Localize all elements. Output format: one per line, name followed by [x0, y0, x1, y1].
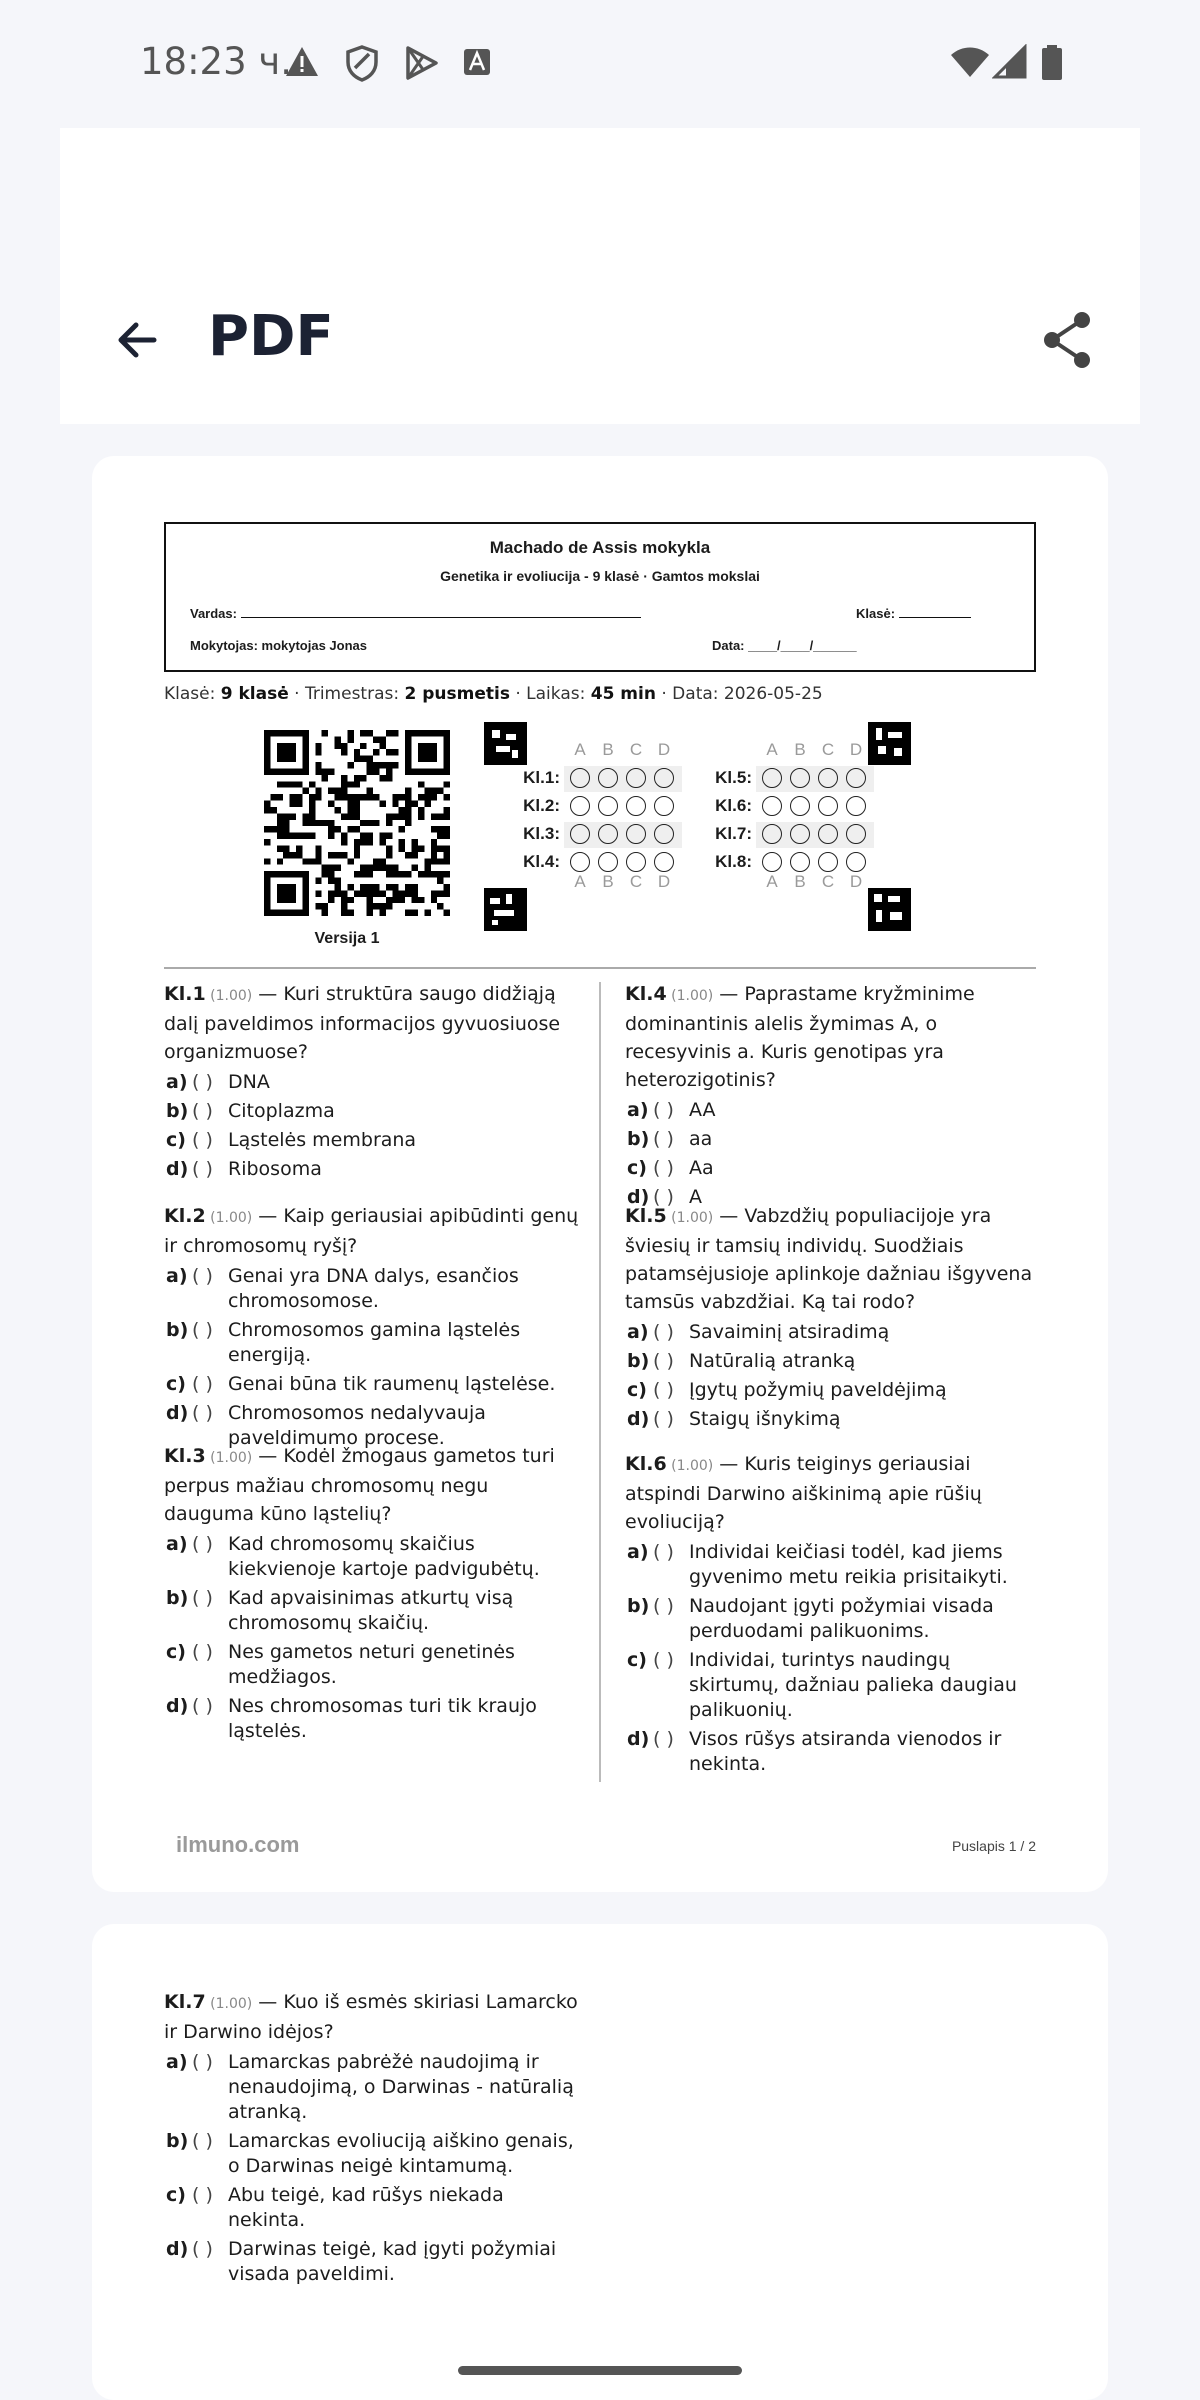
option-letter: d) [627, 1408, 650, 1430]
option-letter: c) [166, 1373, 186, 1395]
question-stem [625, 980, 1037, 1094]
option-text: Savaiminį atsiradimą [689, 1321, 890, 1343]
answer-grid-right [704, 740, 964, 914]
question-weight: (1.00) [205, 988, 253, 1004]
answer-option [625, 1098, 1037, 1123]
option-letter: c) [166, 1129, 186, 1151]
answer-bubble[interactable] [598, 796, 618, 816]
option-letter: d) [166, 2238, 189, 2260]
answer-row-label: Kl.2: [523, 796, 560, 815]
option-checkbox: ( ) [653, 1099, 674, 1121]
option-text: Chromosomos nedalyvauja paveldimumo procese. [228, 1402, 486, 1449]
qr-code [264, 730, 450, 916]
question-text: — Kodėl žmogaus gametos turi perpus mažiau chromosomų negu dauguma kūno ląstelių? [164, 1445, 555, 1525]
answer-bubble[interactable] [570, 768, 590, 788]
question-block [164, 1988, 580, 2287]
grid-letter: A [766, 872, 778, 891]
option-text: Genai yra DNA dalys, esančios chromosomose. [228, 1265, 519, 1312]
option-checkbox: ( ) [653, 1728, 674, 1750]
section-divider [164, 967, 1036, 969]
grid-letter: B [794, 740, 806, 759]
question-stem [164, 980, 580, 1066]
option-text: Individai, turintys naudingų skirtumų, dažniau palieka daugiau palikuonių. [689, 1649, 1017, 1721]
option-letter: c) [166, 1641, 186, 1663]
grid-letter: A [574, 872, 586, 891]
option-text: Genai būna tik raumenų ląstelėse. [228, 1373, 556, 1395]
answer-bubble[interactable] [790, 768, 810, 788]
question-number: Kl.1 [164, 983, 206, 1005]
question-weight: (1.00) [666, 1458, 714, 1474]
option-text: Chromosomos gamina ląstelės energiją. [228, 1319, 521, 1366]
answer-bubble[interactable] [626, 796, 646, 816]
answer-bubble[interactable] [654, 768, 674, 788]
exam-date-field: Data: ____/____/______ [712, 638, 857, 653]
exam-subject: Genetika ir evoliucija - 9 klasė · Gamtos mokslai [440, 568, 760, 584]
answer-row [704, 850, 874, 876]
answer-option [625, 1127, 1037, 1152]
answer-row [704, 794, 874, 820]
option-checkbox: ( ) [192, 1587, 213, 1609]
answer-bubble[interactable] [598, 768, 618, 788]
answer-option [164, 1372, 580, 1397]
option-letter: d) [627, 1186, 650, 1208]
answer-bubble[interactable] [846, 852, 866, 872]
option-text: Darwinas teigė, kad įgyti požymiai visada paveldimi. [228, 2238, 557, 2285]
question-block [164, 1202, 580, 1451]
page-title: PDF [208, 304, 334, 369]
question-weight: (1.00) [205, 1210, 253, 1226]
alert-icon [284, 44, 320, 80]
option-letter: b) [166, 1100, 189, 1122]
answer-option [625, 1648, 1037, 1723]
answer-bubble[interactable] [790, 824, 810, 844]
answer-row-label: Kl.1: [523, 768, 560, 787]
option-letter: c) [627, 1649, 647, 1671]
answer-option [164, 2237, 580, 2287]
answer-bubble[interactable] [626, 824, 646, 844]
answer-row [512, 766, 682, 792]
answer-bubble[interactable] [846, 824, 866, 844]
answer-option [164, 2050, 580, 2125]
option-letter: a) [166, 2051, 188, 2073]
font-app-icon [462, 44, 492, 80]
option-text: Aa [689, 1157, 714, 1179]
question-block [625, 1450, 1037, 1777]
option-letter: b) [166, 1319, 189, 1341]
option-checkbox: ( ) [192, 1641, 213, 1663]
answer-bubble[interactable] [818, 824, 838, 844]
question-number: Kl.7 [164, 1991, 206, 2013]
answer-bubble[interactable] [846, 768, 866, 788]
answer-bubble[interactable] [818, 768, 838, 788]
answer-bubble[interactable] [598, 852, 618, 872]
answer-bubble[interactable] [626, 852, 646, 872]
option-text: Ląstelės membrana [228, 1129, 417, 1151]
grid-letter: B [602, 740, 614, 759]
grid-letter: D [849, 872, 863, 891]
option-letter: b) [166, 1587, 189, 1609]
student-name-field: Vardas: [190, 606, 641, 621]
option-text: Naudojant įgyti požymiai visada perduodami palikuonims. [689, 1595, 994, 1642]
option-text: Nes gametos neturi genetinės medžiagos. [228, 1641, 515, 1688]
grid-letter: C [629, 740, 643, 759]
answer-option [625, 1727, 1037, 1777]
option-text: Individai keičiasi todėl, kad jiems gyvenimo metu reikia prisitaikyti. [689, 1541, 1008, 1588]
option-letter: a) [166, 1071, 188, 1093]
option-checkbox: ( ) [192, 2130, 213, 2152]
question-stem [164, 1202, 580, 1260]
column-separator [599, 982, 601, 1782]
option-text: Citoplazma [228, 1100, 335, 1122]
answer-option [164, 2183, 580, 2233]
status-time: 18:23 ч. [140, 40, 293, 83]
option-checkbox: ( ) [653, 1321, 674, 1343]
footer-site: ilmuno.com [176, 1832, 300, 1857]
answer-bubble[interactable] [762, 824, 782, 844]
question-text: — Kuris teiginys geriausiai atspindi Darwino aiškinimą apie rūšių evoliuciją? [625, 1453, 982, 1533]
option-checkbox: ( ) [192, 1533, 213, 1555]
option-checkbox: ( ) [653, 1541, 674, 1563]
grid-letter: B [794, 872, 806, 891]
answer-option [625, 1349, 1037, 1374]
question-stem [164, 1988, 580, 2046]
option-text: aa [689, 1128, 713, 1150]
answer-row-label: Kl.6: [715, 796, 752, 815]
version-label: Versija 1 [314, 930, 380, 947]
option-text: DNA [228, 1071, 270, 1093]
question-block [164, 1442, 580, 1744]
answer-bubble[interactable] [762, 796, 782, 816]
question-text: — Paprastame kryžminime dominantinis alelis žymimas A, o recesyvinis a. Kuris genotipas yra heterozigotinis? [625, 983, 975, 1091]
question-number: Kl.2 [164, 1205, 206, 1227]
option-text: Nes chromosomas turi tik kraujo ląstelės. [228, 1695, 537, 1742]
option-text: Visos rūšys atsiranda vienodos ir nekinta. [689, 1728, 1002, 1775]
option-checkbox: ( ) [192, 1265, 213, 1287]
answer-option [164, 2129, 580, 2179]
answer-row-label: Kl.3: [523, 824, 560, 843]
answer-bubble[interactable] [654, 824, 674, 844]
back-arrow-icon[interactable] [106, 308, 170, 372]
option-letter: b) [166, 2130, 189, 2152]
grid-letter: C [821, 872, 835, 891]
option-letter: b) [627, 1595, 650, 1617]
answer-bubble[interactable] [790, 852, 810, 872]
question-number: Kl.6 [625, 1453, 667, 1475]
option-checkbox: ( ) [192, 1129, 213, 1151]
grid-letter: D [657, 872, 671, 891]
wifi-icon [950, 44, 990, 80]
answer-bubble[interactable] [762, 768, 782, 788]
option-letter: d) [166, 1695, 189, 1717]
answer-row-label: Kl.5: [715, 768, 752, 787]
option-checkbox: ( ) [653, 1649, 674, 1671]
shield-icon [344, 44, 380, 82]
option-text: Natūralią atranką [689, 1350, 856, 1372]
play-store-icon [402, 44, 440, 82]
question-stem [164, 1442, 580, 1528]
exam-meta-line: Klasė: 9 klasė · Trimestras: 2 pusmetis · Laikas: 45 min · Data: 2026-05-25 [164, 684, 823, 704]
status-bar [0, 0, 1200, 128]
option-checkbox: ( ) [653, 1379, 674, 1401]
question-stem [625, 1450, 1037, 1536]
cell-signal-icon [992, 44, 1028, 80]
battery-icon [1040, 44, 1064, 82]
answer-bubble[interactable] [570, 824, 590, 844]
pdf-page-2[interactable] [92, 1924, 1108, 2400]
grid-letter: A [766, 740, 778, 759]
answer-option [625, 1594, 1037, 1644]
answer-option [625, 1540, 1037, 1590]
answer-bubble[interactable] [654, 852, 674, 872]
share-icon[interactable] [1038, 308, 1098, 372]
option-checkbox: ( ) [653, 1128, 674, 1150]
option-letter: a) [627, 1321, 649, 1343]
option-letter: a) [166, 1533, 188, 1555]
app-bar [60, 128, 1140, 424]
question-text: — Kuri struktūra saugo didžiąją dalį paveldimos informacijos gyvuosiuose organizmuose? [164, 983, 561, 1063]
option-checkbox: ( ) [192, 1071, 213, 1093]
answer-option [164, 1157, 580, 1182]
option-checkbox: ( ) [653, 1595, 674, 1617]
option-checkbox: ( ) [653, 1408, 674, 1430]
grid-letter: D [657, 740, 671, 759]
answer-bubble[interactable] [818, 852, 838, 872]
page-number: Puslapis 1 / 2 [951, 1838, 1036, 1854]
answer-option [164, 1318, 580, 1368]
option-checkbox: ( ) [192, 2051, 213, 2073]
question-text: — Vabzdžių populiacijoje yra šviesių ir tamsių individų. Suodžiais patamsėjusioje aplinkoje dažniau išgyvena tamsūs vabzdžiai. Ką tai rodo? [625, 1205, 1033, 1313]
option-text: A [689, 1186, 702, 1208]
answer-option [625, 1320, 1037, 1345]
student-class-field: Klasė: [856, 606, 971, 621]
option-checkbox: ( ) [192, 1402, 213, 1424]
option-letter: a) [166, 1265, 188, 1287]
teacher-name: Mokytojas: mokytojas Jonas [190, 638, 367, 653]
answer-option [625, 1407, 1037, 1432]
answer-row [512, 850, 682, 876]
answer-option [164, 1099, 580, 1124]
answer-row [512, 794, 682, 820]
option-letter: c) [627, 1379, 647, 1401]
question-number: Kl.4 [625, 983, 667, 1005]
option-text: Lamarckas evoliuciją aiškino genais, o Darwinas neigė kintamumą. [228, 2130, 574, 2177]
option-letter: d) [627, 1728, 650, 1750]
option-letter: a) [627, 1541, 649, 1563]
answer-row-label: Kl.8: [715, 852, 752, 871]
question-weight: (1.00) [205, 1450, 253, 1466]
answer-bubble[interactable] [762, 852, 782, 872]
option-text: Lamarckas pabrėžė naudojimą ir nenaudojimą, o Darwinas - natūralią atranką. [228, 2051, 574, 2123]
option-checkbox: ( ) [653, 1186, 674, 1208]
option-letter: d) [166, 1158, 189, 1180]
answer-option [625, 1378, 1037, 1403]
answer-option [164, 1586, 580, 1636]
option-letter: b) [627, 1128, 650, 1150]
answer-option [164, 1070, 580, 1095]
school-name: Machado de Assis mokykla [489, 538, 711, 557]
option-letter: b) [627, 1350, 650, 1372]
option-checkbox: ( ) [653, 1157, 674, 1179]
pdf-page-1[interactable] [92, 456, 1108, 1892]
question-block [625, 980, 1037, 1210]
option-checkbox: ( ) [192, 2184, 213, 2206]
option-checkbox: ( ) [192, 1373, 213, 1395]
option-text: Ribosoma [228, 1158, 322, 1180]
option-text: Įgytų požymių paveldėjimą [689, 1379, 947, 1401]
answer-option [625, 1156, 1037, 1181]
grid-letter: A [574, 740, 586, 759]
option-checkbox: ( ) [192, 1100, 213, 1122]
answer-option [164, 1640, 580, 1690]
question-block [164, 980, 580, 1182]
question-text: — Kuo iš esmės skiriasi Lamarcko ir Darwino idėjos? [164, 1991, 578, 2043]
option-checkbox: ( ) [192, 1695, 213, 1717]
answer-row [512, 822, 682, 848]
option-text: Kad chromosomų skaičius kiekvienoje kartoje padvigubėtų. [228, 1533, 540, 1580]
answer-bubble[interactable] [846, 796, 866, 816]
option-letter: c) [166, 2184, 186, 2206]
answer-bubble[interactable] [818, 796, 838, 816]
option-letter: a) [627, 1099, 649, 1121]
question-number: Kl.3 [164, 1445, 206, 1467]
answer-bubble[interactable] [598, 824, 618, 844]
answer-bubble[interactable] [570, 796, 590, 816]
answer-bubble[interactable] [570, 852, 590, 872]
option-text: Staigų išnykimą [689, 1408, 841, 1430]
option-checkbox: ( ) [192, 2238, 213, 2260]
question-number: Kl.5 [625, 1205, 667, 1227]
answer-option [164, 1128, 580, 1153]
option-checkbox: ( ) [192, 1158, 213, 1180]
grid-letter: C [821, 740, 835, 759]
answer-row [704, 822, 874, 848]
question-weight: (1.00) [666, 1210, 714, 1226]
answer-bubble[interactable] [654, 796, 674, 816]
question-weight: (1.00) [666, 988, 714, 1004]
answer-row-label: Kl.7: [715, 824, 752, 843]
gesture-nav-bar[interactable] [458, 2366, 742, 2375]
exam-header-box [164, 522, 1036, 672]
question-weight: (1.00) [205, 1996, 253, 2012]
question-stem [625, 1202, 1037, 1316]
answer-option [164, 1532, 580, 1582]
option-letter: c) [627, 1157, 647, 1179]
answer-row-label: Kl.4: [523, 852, 560, 871]
option-text: AA [689, 1099, 716, 1121]
grid-letter: D [849, 740, 863, 759]
answer-bubble[interactable] [626, 768, 646, 788]
question-block [625, 1202, 1037, 1432]
option-letter: d) [166, 1402, 189, 1424]
answer-row [704, 766, 874, 792]
grid-letter: B [602, 872, 614, 891]
question-text: — Kaip geriausiai apibūdinti genų ir chromosomų ryšį? [164, 1205, 579, 1257]
option-text: Abu teigė, kad rūšys niekada nekinta. [228, 2184, 504, 2231]
answer-bubble[interactable] [790, 796, 810, 816]
grid-letter: C [629, 872, 643, 891]
answer-option [164, 1694, 580, 1744]
option-text: Kad apvaisinimas atkurtų visą chromosomų skaičių. [228, 1587, 514, 1634]
option-checkbox: ( ) [192, 1319, 213, 1341]
option-checkbox: ( ) [653, 1350, 674, 1372]
answer-option [164, 1264, 580, 1314]
